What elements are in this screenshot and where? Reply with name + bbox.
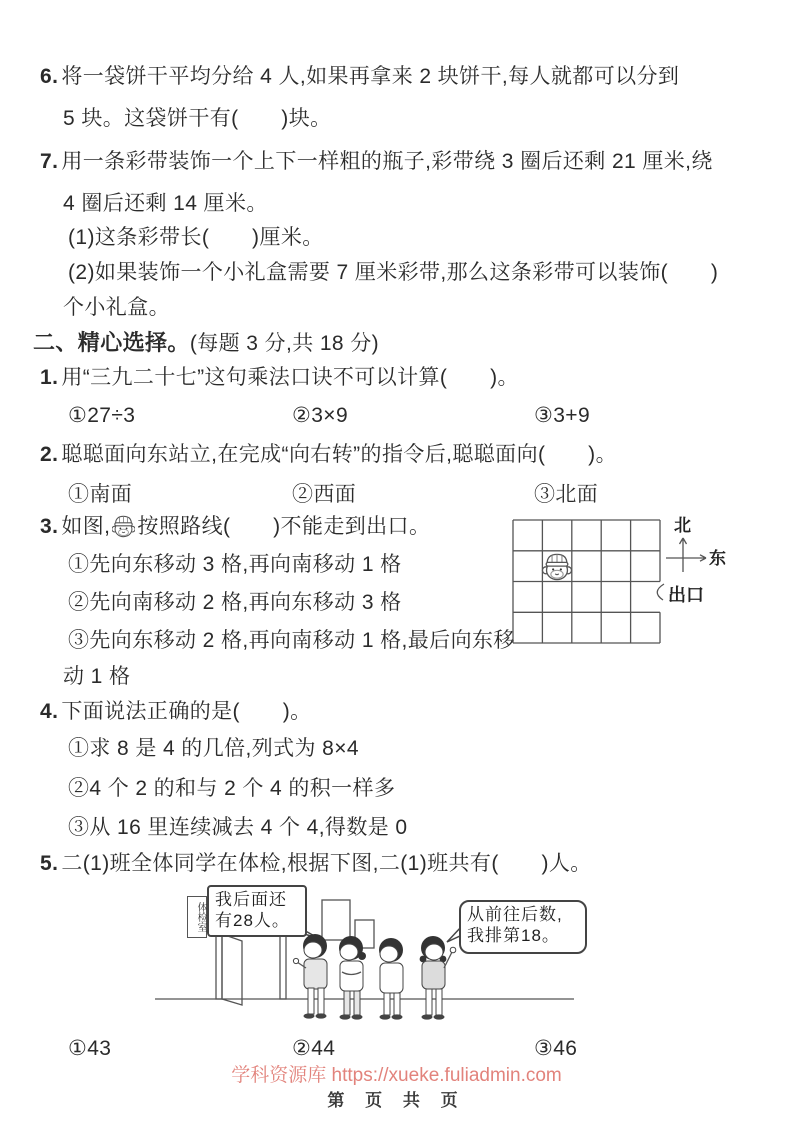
section-2-title: 二、精心选择。 [33,330,190,355]
page-number-label: 第 页 共 页 [327,1091,466,1110]
choice-4-option-2: ②4 个 2 的和与 2 个 4 的积一样多 [68,777,396,800]
lineup-illustration [150,880,660,1035]
question-6-line-2: 5 块。这袋饼干有( )块。 [63,107,332,130]
choice-4-number: 4. [40,700,59,723]
choice-2-stem-line [40,442,617,468]
east-label: 东 [709,549,726,568]
question-7-text: 用一条彩带装饰一个上下一样粗的瓶子,彩带绕 3 圈后还剩 21 厘米,绕 [61,150,713,173]
choice-1-stem: 用“三九二十七”这句乘法口诀不可以计算( )。 [61,366,519,389]
choice-3-option-2: ②先向南移动 2 格,再向东移动 3 格 [68,591,402,614]
question-7-sub-2-cont: 个小礼盒。 [63,296,170,319]
choice-2-option-1: ①南面 [68,483,133,506]
choice-1-stem-line [40,365,519,391]
question-7-line-2: 4 圈后还剩 14 厘米。 [63,192,268,215]
kid-1 [293,934,327,1019]
question-6-number: 6. [40,65,59,88]
compass-icon [666,516,726,572]
choice-3-number: 3. [40,515,59,538]
kid-2 [339,936,366,1020]
choice-1-option-3: ③3+9 [534,404,591,427]
exit-arrow-icon [657,584,664,600]
choice-1-option-2: ②3×9 [292,404,349,427]
section-2-header [33,330,379,357]
question-6-line-1 [40,64,679,90]
speech-bubble-back-line-2: 我排第18。 [467,926,560,945]
poster [322,900,350,940]
question-7-sub-2: (2)如果装饰一个小礼盒需要 7 厘米彩带,那么这条彩带可以装饰( ) [68,261,719,284]
monkey-icon [112,515,135,538]
question-6-text: 将一袋饼干平均分给 4 人,如果再拿来 2 块饼干,每人就都可以分到 [61,65,680,88]
choice-5-number: 5. [40,852,59,875]
speech-bubble-back-line-1: 从前往后数, [467,905,563,924]
choice-2-number: 2. [40,443,59,466]
watermark-link[interactable]: 学科资源库 https://xueke.fuliadmin.com [231,1065,562,1086]
choice-3-stem-post: 按照路线( )不能走到出口。 [137,515,431,538]
choice-1-option-1: ①27÷3 [68,404,136,427]
choice-2-option-3: ③北面 [534,483,599,506]
choice-2-options [0,478,793,506]
monkey-icon [542,554,571,579]
choice-5-stem-line [40,851,592,877]
choice-1-options [0,403,793,431]
choice-3-stem-line [40,514,430,540]
choice-5-option-3: ③46 [534,1037,578,1060]
kid-4 [420,936,456,1020]
choice-5-option-2: ②44 [292,1037,336,1060]
speech-bubble-back [459,900,587,954]
choice-3-option-3-line-2: 动 1 格 [63,665,131,688]
section-2-score: (每题 3 分,共 18 分) [189,332,380,355]
choice-2-stem: 聪聪面向东站立,在完成“向右转”的指令后,聪聪面向( )。 [61,443,617,466]
door-sign: 体检室 [187,896,207,938]
doorway [216,926,286,1005]
kid-3 [379,938,403,1020]
speech-bubble-front-line-2: 有28人。 [215,911,290,930]
choice-4-stem: 下面说法正确的是( )。 [61,700,312,723]
maze-grid-figure [505,512,793,652]
choice-4-stem-line [40,699,312,725]
question-7-number: 7. [40,150,59,173]
choice-4-option-1: ①求 8 是 4 的几倍,列式为 8×4 [68,737,359,760]
choice-1-number: 1. [40,366,59,389]
choice-2-option-2: ②西面 [292,483,357,506]
speech-bubble-front [207,885,307,937]
question-7-line-1 [40,149,713,175]
choice-5-option-1: ①43 [68,1037,112,1060]
choice-3-option-3-line-1: ③先向东移动 2 格,再向南移动 1 格,最后向东移 [68,629,515,652]
north-label: 北 [674,516,691,535]
question-7-sub-1: (1)这条彩带长( )厘米。 [68,226,324,249]
exit-label: 出口 [668,585,704,605]
choice-3-stem-pre: 如图, [61,515,111,538]
speech-bubble-front-line-1: 我后面还 [215,890,287,909]
choice-5-stem: 二(1)班全体同学在体检,根据下图,二(1)班共有( )人。 [61,852,592,875]
choice-3-option-1: ①先向东移动 3 格,再向南移动 1 格 [68,553,402,576]
choice-4-option-3: ③从 16 里连续减去 4 个 4,得数是 0 [68,816,408,839]
